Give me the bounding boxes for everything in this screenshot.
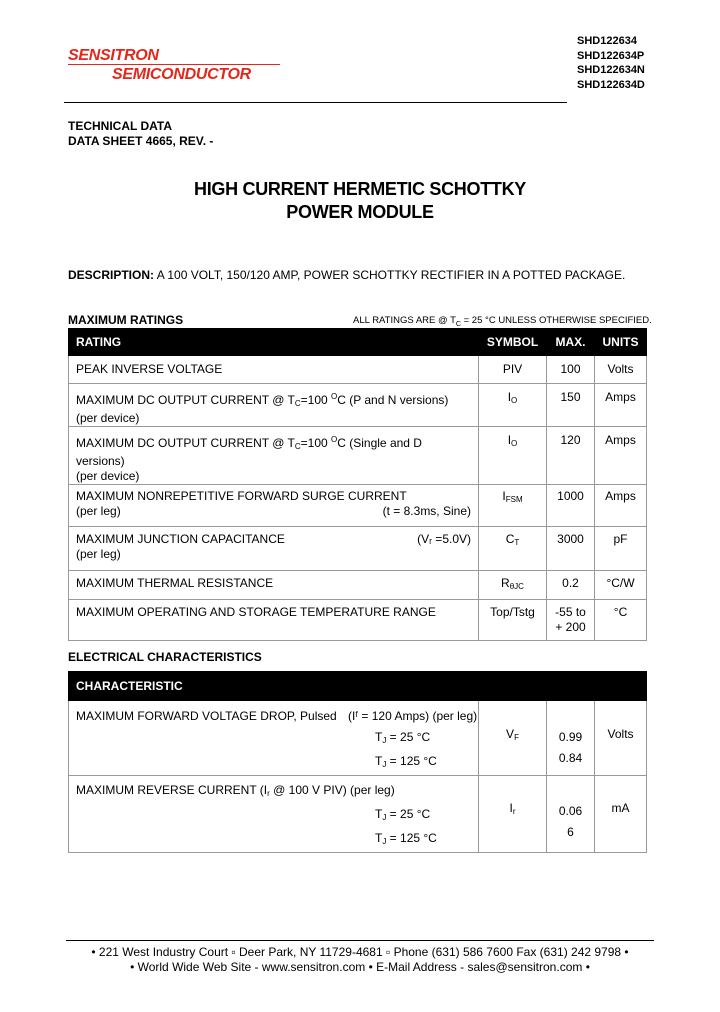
table-row xyxy=(69,701,647,776)
table-row xyxy=(69,600,647,641)
max-value: 3000 xyxy=(557,532,584,546)
model-number: SHD122634P xyxy=(577,49,645,62)
units: Volts xyxy=(607,362,634,376)
symbol: IO xyxy=(507,433,518,448)
table-row xyxy=(69,527,647,571)
symbol: Top/Tstg xyxy=(490,605,535,619)
table-header-row xyxy=(69,672,647,701)
units: Amps xyxy=(605,433,636,447)
symbol: CT xyxy=(505,532,520,547)
units: pF xyxy=(613,532,628,546)
symbol: IO xyxy=(507,390,518,405)
table-row xyxy=(69,427,647,485)
max-value: 120 xyxy=(560,433,581,447)
description-label: DESCRIPTION: xyxy=(68,268,155,282)
symbol: Ir xyxy=(509,801,516,816)
value: 0.06 xyxy=(558,804,583,818)
logo-line-2: SEMICONDUCTOR xyxy=(112,66,251,83)
col-units: UNITS xyxy=(595,329,647,356)
rating-condition: (t = 8.3ms, Sine) xyxy=(382,504,471,518)
symbol: IFSM xyxy=(502,489,523,504)
rating-condition: (Vᵣ =5.0V) xyxy=(417,532,471,546)
rating-subtext: (per leg) xyxy=(76,547,121,561)
rating-text: PEAK INVERSE VOLTAGE xyxy=(76,362,223,376)
units: Volts xyxy=(607,727,634,741)
footer-contact: • World Wide Web Site - www.sensitron.com • E-Mail Address - sales@sensitron.com • xyxy=(130,960,590,974)
max-value: 1000 xyxy=(557,489,584,503)
rating-subtext: (per device) xyxy=(76,469,140,483)
value: 6 xyxy=(567,825,574,839)
tech-line-1: TECHNICAL DATA xyxy=(68,119,172,133)
col-max: MAX. xyxy=(547,329,595,356)
header-rule xyxy=(64,102,567,103)
symbol: VF xyxy=(506,727,519,742)
units: °C xyxy=(613,605,628,619)
max-value-2: + 200 xyxy=(555,620,586,634)
table-row xyxy=(69,776,647,853)
model-list xyxy=(577,34,645,92)
units: Amps xyxy=(605,489,636,503)
max-ratings-heading: MAXIMUM RATINGS xyxy=(68,313,184,327)
footer-address: • 221 West Industry Court ▫ Deer Park, NY 11729-4681 ▫ Phone (631) 586 7600 Fax (631) 242 9798 • xyxy=(91,945,629,959)
symbol: PIV xyxy=(502,362,523,376)
rating-subtext: (per leg) xyxy=(76,504,121,518)
logo-rule xyxy=(68,64,280,65)
title-line-2: POWER MODULE xyxy=(286,202,434,222)
rating-text: MAXIMUM JUNCTION CAPACITANCE xyxy=(76,532,285,546)
footer-rule xyxy=(66,940,654,941)
tech-line-2: DATA SHEET 4665, REV. - xyxy=(68,134,214,148)
ratings-note: ALL RATINGS ARE @ $T_C = 25$ °C UNLESS OTHERWISE SPECIFIED. xyxy=(353,315,652,328)
electrical-table xyxy=(68,671,647,853)
description xyxy=(68,268,625,282)
col-characteristic: CHARACTERISTIC xyxy=(69,672,647,701)
max-value: -55 to xyxy=(555,605,586,619)
characteristic-label: MAXIMUM REVERSE CURRENT (Ir @ 100 V PIV) (per leg) xyxy=(76,783,395,798)
rating-text: MAXIMUM DC OUTPUT CURRENT @ TC=100 $^O$C (P and N versions) xyxy=(76,392,449,408)
model-number: SHD122634D xyxy=(577,78,645,91)
temp-condition: TJ = 25 °C xyxy=(375,730,431,745)
max-value: 150 xyxy=(560,390,581,404)
technical-data-block xyxy=(68,119,213,149)
symbol: RθJC xyxy=(501,576,524,591)
model-number: SHD122634N xyxy=(577,64,645,76)
page-title xyxy=(0,178,720,224)
temp-condition: TJ = 25 °C xyxy=(375,807,431,822)
characteristic-condition: (Iᶠ = 120 Amps) (per leg) xyxy=(348,709,478,723)
description-text: A 100 VOLT, 150/120 AMP, POWER SCHOTTKY RECTIFIER IN A POTTED PACKAGE. xyxy=(154,268,626,282)
temp-condition: TJ = 125 °C xyxy=(375,831,437,846)
col-symbol: SYMBOL xyxy=(479,329,547,356)
col-rating: RATING xyxy=(69,329,479,356)
table-row xyxy=(69,571,647,600)
title-line-1: HIGH CURRENT HERMETIC SCHOTTKY xyxy=(194,179,526,199)
model-number: SHD122634 xyxy=(577,35,637,47)
units: Amps xyxy=(605,390,636,404)
electrical-heading: ELECTRICAL CHARACTERISTICS xyxy=(68,650,262,664)
table-header-row xyxy=(69,329,647,356)
logo-line-1: SENSITRON xyxy=(68,47,159,64)
max-value: 0.2 xyxy=(562,576,579,590)
value: 0.99 xyxy=(558,730,583,744)
rating-subtext: (per device) xyxy=(76,411,140,425)
value: 0.84 xyxy=(558,751,583,765)
table-row xyxy=(69,485,647,527)
units: mA xyxy=(611,801,630,815)
characteristic-label: MAXIMUM FORWARD VOLTAGE DROP, Pulsed xyxy=(76,709,337,723)
table-row xyxy=(69,356,647,384)
max-value: 100 xyxy=(560,362,581,376)
rating-text: MAXIMUM DC OUTPUT CURRENT @ TC=100 $^O$C (Single and D versions) xyxy=(76,435,422,468)
max-ratings-table xyxy=(68,328,647,641)
units: °C/W xyxy=(606,576,635,590)
table-row xyxy=(69,384,647,427)
rating-text: MAXIMUM THERMAL RESISTANCE xyxy=(76,576,274,590)
rating-text: MAXIMUM OPERATING AND STORAGE TEMPERATURE RANGE xyxy=(76,605,436,619)
temp-condition: TJ = 125 °C xyxy=(375,754,437,769)
rating-text: MAXIMUM NONREPETITIVE FORWARD SURGE CURRENT xyxy=(76,489,407,503)
